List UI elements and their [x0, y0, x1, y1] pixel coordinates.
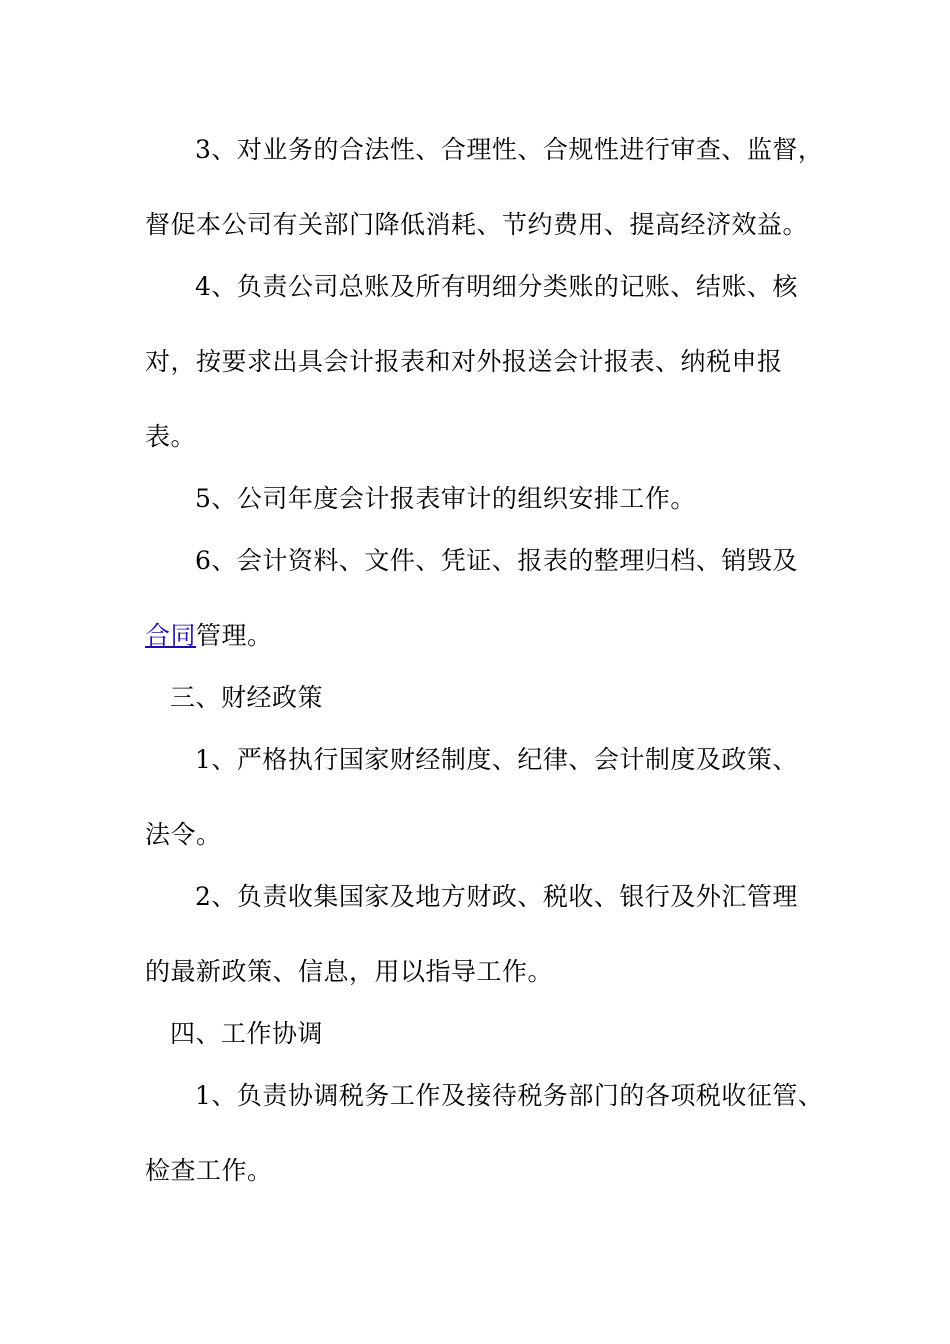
- paragraph-4-line-1: 4、负责公司总账及所有明细分类账的记账、结账、核: [195, 272, 798, 301]
- paragraph-9-line-1: 1、负责协调税务工作及接待税务部门的各项税收征管、: [195, 1081, 824, 1110]
- paragraph-3-line-2: 督促本公司有关部门降低消耗、节约费用、提高经济效益。: [145, 210, 809, 239]
- paragraph-5-line-1: 5、公司年度会计报表审计的组织安排工作。: [195, 484, 696, 513]
- section-heading-4: 四、工作协调: [170, 1019, 324, 1048]
- section-heading-3: 三、财经政策: [170, 683, 324, 712]
- paragraph-4-line-3: 表。: [145, 422, 197, 451]
- paragraph-7-line-1: 1、严格执行国家财经制度、纪律、会计制度及政策、: [195, 745, 798, 774]
- paragraph-7-line-2: 法令。: [145, 820, 222, 849]
- paragraph-8-line-2: 的最新政策、信息，用以指导工作。: [145, 957, 554, 986]
- paragraph-8-line-1: 2、负责收集国家及地方财政、税收、银行及外汇管理: [195, 882, 798, 911]
- paragraph-6-line-2: [145, 620, 273, 652]
- contract-link[interactable]: 合同: [145, 621, 197, 650]
- paragraph-6-line-2-rest: 管理。: [196, 621, 273, 650]
- paragraph-6-line-1: 6、会计资料、文件、凭证、报表的整理归档、销毁及: [195, 546, 798, 575]
- paragraph-3-line-1: 3、对业务的合法性、合理性、合规性进行审查、监督，: [195, 135, 824, 164]
- paragraph-9-line-2: 检查工作。: [145, 1156, 273, 1185]
- paragraph-4-line-2: 对，按要求出具会计报表和对外报送会计报表、纳税申报: [145, 347, 783, 376]
